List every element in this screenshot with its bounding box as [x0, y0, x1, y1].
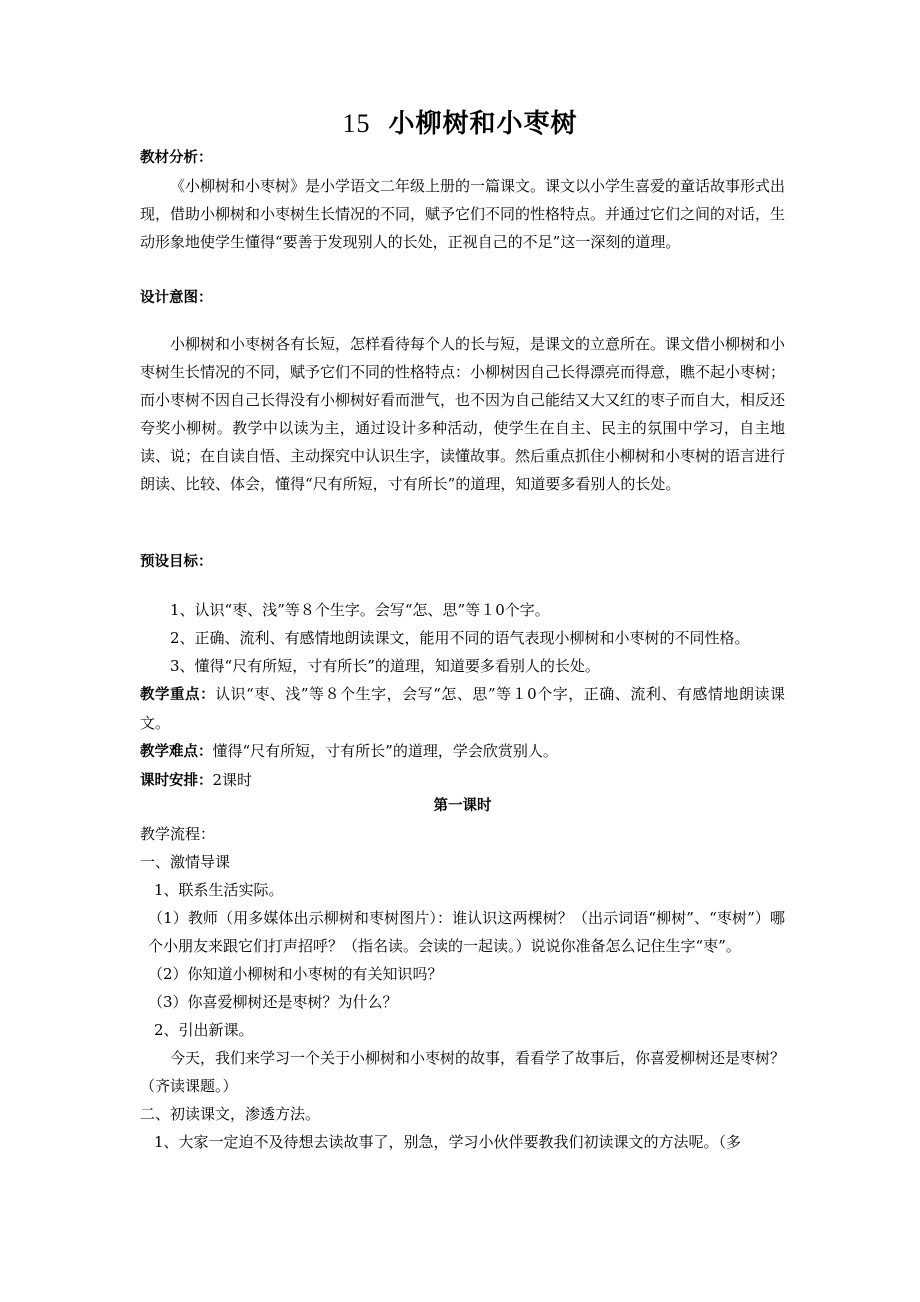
lesson-title-text: 小柳树和小枣树 — [388, 109, 578, 139]
lesson-section — [140, 792, 785, 1156]
goal-item: 2、正确、流利、有感情地朗读课文，能用不同的语气表现小柳树和小枣树的不同性格。 — [170, 629, 750, 647]
goal-item: 3、懂得“尺有所短，寸有所长”的道理，知道要多看别人的长处。 — [170, 657, 600, 675]
difficulty — [140, 737, 785, 766]
goals-heading: 预设目标： — [140, 554, 213, 570]
schedule-label: 课时安排： — [140, 773, 213, 789]
design-heading-block — [140, 284, 785, 312]
analysis-paragraph: 《小柳树和小枣树》是小学语文二年级上册的一篇课文。课文以小学生喜爱的童话故事形式出现，借助小柳树和小枣树生长情况的不同，赋予它们不同的性格特点。并通过它们之间的对话，生动形象地使学生懂得“要善于发现别人的长处，正视自己的不足”这一深刻的道理。 — [140, 177, 786, 251]
intro-paragraph: 今天，我们来学习一个关于小柳树和小枣树的故事，看看学了故事后，你喜爱柳树还是枣树？（齐读课题。） — [140, 1049, 786, 1095]
difficulty-text: 懂得“尺有所短，寸有所长”的道理，学会欣赏别人。 — [212, 742, 558, 760]
step-item: 2、引出新课。 — [154, 1021, 254, 1039]
lesson-number: 15 — [342, 109, 371, 138]
design-heading: 设计意图： — [140, 290, 213, 306]
flow-label: 教学流程： — [140, 825, 216, 843]
key-point — [140, 680, 785, 737]
key-point-text: 认识“枣、浅”等８个生字，会写“怎、思”等１0个字，正确、流利、有感情地朗读课文。 — [140, 685, 785, 732]
schedule — [140, 766, 785, 795]
key-point-label: 教学重点： — [140, 687, 216, 703]
question-item: （1）教师（用多媒体出示柳树和枣树图片）：谁认识这两棵树？（出示词语“柳树”、“枣树”）哪个小朋友来跟它们打声招呼？（指名读。会读的一起读。）说说你准备怎么记住生字“枣”。 — [148, 909, 785, 955]
question-item: （3）你喜爱柳树还是枣树？为什么？ — [148, 993, 398, 1011]
analysis-section — [140, 144, 785, 256]
lesson-title: 第一课时 — [433, 798, 492, 814]
step-item: 1、大家一定迫不及待想去读故事了，别急，学习小伙伴要教我们初读课文的方法呢。（多 — [154, 1133, 742, 1151]
section-heading: 二、初读课文，渗透方法。 — [140, 1105, 321, 1123]
analysis-heading: 教材分析： — [140, 150, 213, 166]
goals-heading-block — [140, 548, 785, 576]
difficulty-label: 教学难点： — [140, 744, 213, 760]
goal-item: 1、认识“枣、浅”等８个生字。会写“怎、思”等１0个字。 — [170, 601, 550, 619]
design-paragraph: 小柳树和小枣树各有长短，怎样看待每个人的长与短，是课文的立意所在。课文借小柳树和小枣树生长情况的不同，赋予它们不同的性格特点：小柳树因自己长得漂亮而得意，瞧不起小枣树；而小枣树不因自己长得没有小柳树好看而泄气，也不因为自己能结又大又红的枣子而自大，相反还夸奖小柳树。教学中以读为主，通过设计多种活动，使学生在自主、民主的氛围中学习，自主地读、说；在自读自悟、主动探究中认识生字，读懂故事。然后重点抓住小柳树和小枣树的语言进行朗读、比较、体会，懂得“尺有所短，寸有所长”的道理，知道要多看别人的长处。 — [140, 335, 786, 493]
question-item: （2）你知道小柳树和小枣树的有关知识吗？ — [148, 965, 443, 983]
section-heading: 一、激情导课 — [140, 853, 231, 871]
schedule-text: 2课时 — [212, 771, 253, 789]
step-item: 1、联系生活实际。 — [154, 881, 284, 899]
page-title — [0, 106, 920, 142]
goals-list — [140, 596, 785, 795]
design-section — [140, 330, 785, 498]
